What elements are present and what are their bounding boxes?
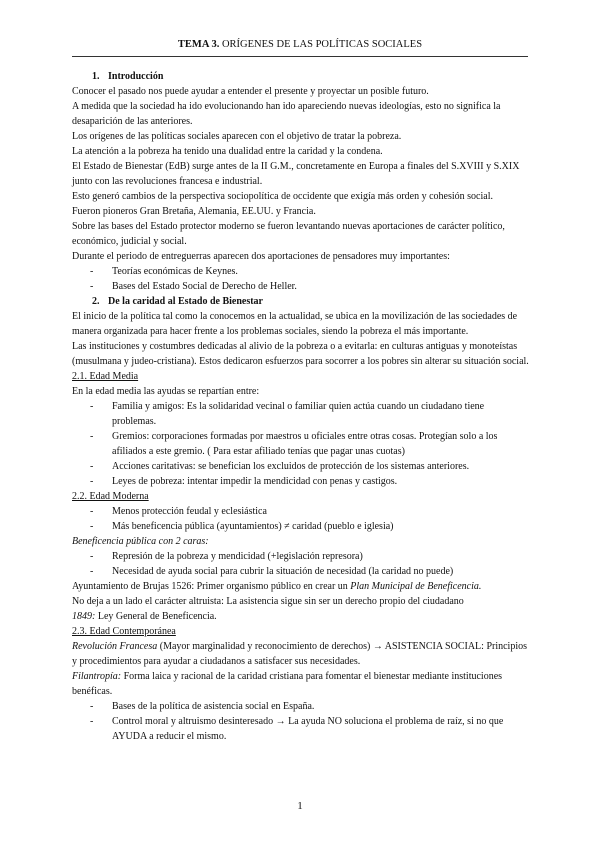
section-2-paragraph: Las instituciones y costumbres dedicadas al alivio de la pobreza o a evitarla: en culturas antiguas y monoteístas (musulmana y judeo-cristiana). Estos dedicaron esfuerzos para socorrer a los pobres sin alterar su situación social. <box>72 341 529 367</box>
subsection-2-3-heading: 2.3. Edad Contemporánea <box>72 626 176 637</box>
revolution-paragraph: Revolución Francesa (Mayor marginalidad y reconocimiento de derechos) → ASISTENCIA SOCIAL: Principios y procedimientos para ayudar a ciudadanos a satisfacer sus necesidades. <box>72 641 528 667</box>
topic-title: ORÍGENES DE LAS POLÍTICAS SOCIALES <box>219 39 423 50</box>
list-item: - Gremios: corporaciones formadas por maestros u oficiales entre otras cosas. Protegían solo a los afiliados a este gremio. ( Para estar afiliado tenías que pagar unas cuotas) <box>90 431 498 457</box>
modern-age-list <box>72 504 600 534</box>
philanthropy-paragraph: Filantropía: Forma laica y racional de la caridad cristiana para fomentar el bienestar mediante instituciones benéficas. <box>72 671 503 697</box>
section-2-heading: 2. De la caridad al Estado de Bienestar <box>92 296 263 307</box>
list-item: - Más beneficencia pública (ayuntamientos) ≠ caridad (pueblo e iglesia) <box>90 521 394 532</box>
list-item: - Menos protección feudal y eclesiástica <box>90 506 267 517</box>
law-paragraph: 1849: Ley General de Beneficencia. <box>72 611 217 622</box>
list-item: - Leyes de pobreza: intentar impedir la mendicidad con penas y castigos. <box>90 476 398 487</box>
page-number: 1 <box>297 800 303 812</box>
beneficence-list <box>72 549 600 579</box>
intro-paragraph: A medida que la sociedad ha ido evolucionando han ido apareciendo nuevas ideologías, esto no significa la desaparición de las anteriores. <box>72 101 501 127</box>
topic-number: TEMA 3. <box>177 39 220 50</box>
intro-paragraph: Durante el periodo de entreguerras aparecen dos aportaciones de pensadores muy importantes: <box>72 251 450 262</box>
intro-paragraph: Los orígenes de las políticas sociales aparecen con el objetivo de tratar la pobreza. <box>72 131 402 142</box>
middle-ages-list <box>72 399 600 489</box>
intro-paragraph: Fueron pioneros Gran Bretaña, Alemania, EE.UU. y Francia. <box>72 206 316 217</box>
list-item: - Teorías económicas de Keynes. <box>90 266 238 277</box>
intro-paragraph: Esto generó cambios de la perspectiva sociopolítica de occidente que exigía más orden y cohesión social. <box>72 191 493 202</box>
intro-paragraph: El Estado de Bienestar (EdB) surge antes de la II G.M., concretamente en Europa a finales del S.XVIII y S.XIX junto con las revoluciones francesa e industrial. <box>72 161 520 187</box>
list-item: - Familia y amigos: Es la solidaridad vecinal o familiar quien actúa cuando un ciudadano tiene problemas. <box>90 401 485 427</box>
subsection-2-1-intro: En la edad media las ayudas se repartían entre: <box>72 386 260 397</box>
subsection-2-1-heading: 2.1. Edad Media <box>72 371 139 382</box>
bruges-paragraph: Ayuntamiento de Brujas 1526: Primer organismo público en crear un Plan Municipal de Beneficencia. <box>72 581 482 592</box>
list-item: - Bases de la política de asistencia social en España. <box>90 701 315 712</box>
subsection-2-2-heading: 2.2. Edad Moderna <box>72 491 149 502</box>
intro-paragraph: Sobre las bases del Estado protector moderno se fueron levantando nuevas aportaciones de carácter político, económico, judicial y social. <box>72 221 505 247</box>
intro-list <box>72 264 600 294</box>
beneficence-title: Beneficencia pública con 2 caras: <box>72 536 209 547</box>
page-header <box>72 37 528 57</box>
section-1-heading: 1. Introducción <box>92 71 164 82</box>
list-item: - Acciones caritativas: se benefician los excluidos de protección de los sistemas anteriores. <box>90 461 470 472</box>
section-2-paragraph: El inicio de la política tal como la conocemos en la actualidad, se ubica en la movilización de las sociedades de manera organizada para hacer frente a los problemas sociales, siendo la pobreza el más importante. <box>72 311 518 337</box>
list-item: - Represión de la pobreza y mendicidad (+legislación represora) <box>90 551 363 562</box>
contemporary-list <box>72 699 600 744</box>
list-item: - Bases del Estado Social de Derecho de Heller. <box>90 281 297 292</box>
intro-paragraph: Conocer el pasado nos puede ayudar a entender el presente y proyectar un posible futuro. <box>72 86 429 97</box>
list-item: - Necesidad de ayuda social para cubrir la situación de necesidad (la caridad no puede) <box>90 566 454 577</box>
intro-paragraph: La atención a la pobreza ha tenido una dualidad entre la caridad y la condena. <box>72 146 383 157</box>
altruism-paragraph: No deja a un lado el carácter altruista: La asistencia sigue sin ser un derecho propio del ciudadano <box>72 596 464 607</box>
list-item: - Control moral y altruismo desinteresado → La ayuda NO soluciona el problema de raíz, si no que AYUDA a reducir el mismo. <box>90 716 504 742</box>
